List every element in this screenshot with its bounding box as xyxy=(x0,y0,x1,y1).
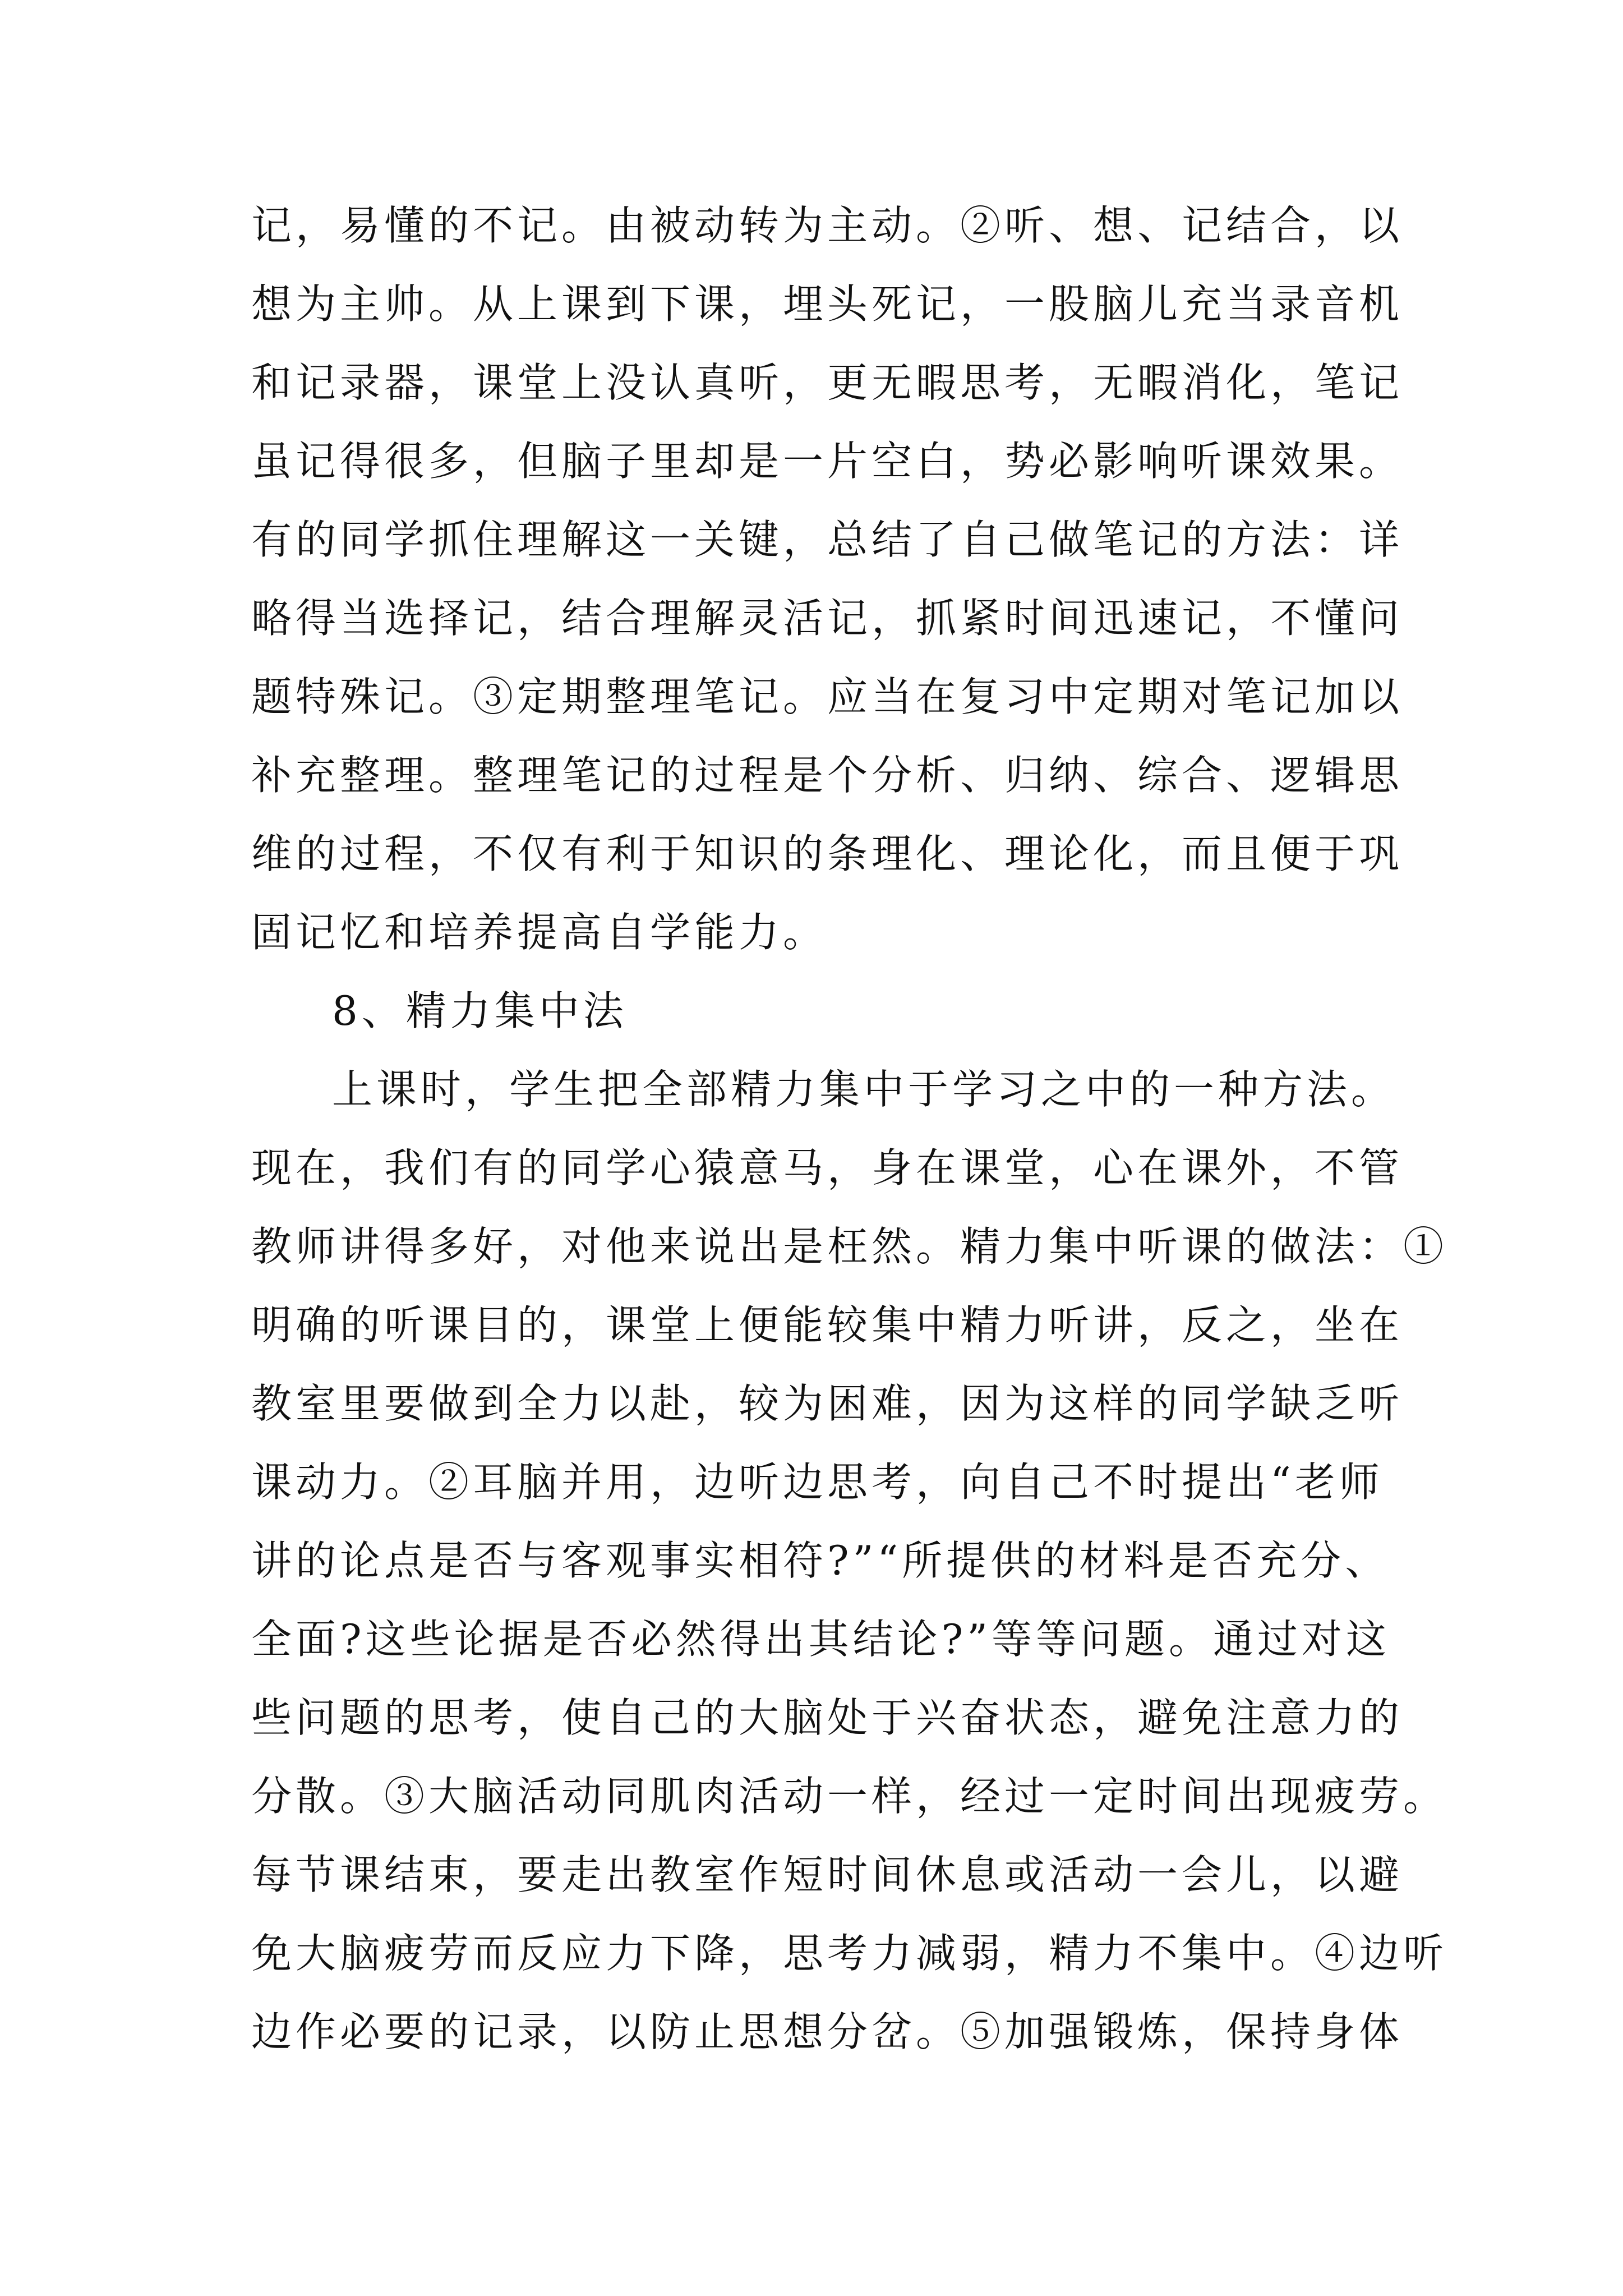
text-line: 和记录器，课堂上没认真听，更无暇思考，无暇消化，笔记 xyxy=(251,359,1404,406)
paragraph-first-line: 上课时，学生把全部精力集中于学习之中的一种方法。 xyxy=(332,1066,1396,1113)
text-line: 免大脑疲劳而反应力下降，思考力减弱，精力不集中。④边听 xyxy=(251,1930,1448,1977)
text-line: 想为主帅。从上课到下课，埋头死记，一股脑儿充当录音机 xyxy=(251,280,1404,328)
text-line: 记，易懂的不记。由被动转为主动。②听、想、记结合，以 xyxy=(251,202,1404,249)
text-line: 边作必要的记录，以防止思想分岔。⑤加强锻炼，保持身体 xyxy=(251,2008,1404,2055)
text-line: 讲的论点是否与客观事实相符?”“所提供的材料是否充分、 xyxy=(251,1537,1390,1584)
text-line: 教室里要做到全力以赴，较为困难，因为这样的同学缺乏听 xyxy=(251,1380,1404,1427)
text-line: 有的同学抓住理解这一关键，总结了自己做笔记的方法：详 xyxy=(251,516,1404,563)
text-line: 题特殊记。③定期整理笔记。应当在复习中定期对笔记加以 xyxy=(251,673,1404,720)
text-line: 补充整理。整理笔记的过程是个分析、归纳、综合、逻辑思 xyxy=(251,752,1404,799)
text-line: 虽记得很多，但脑子里却是一片空白，势必影响听课效果。 xyxy=(251,438,1404,485)
text-line: 每节课结束，要走出教室作短时间休息或活动一会儿，以避 xyxy=(251,1851,1404,1898)
text-line: 分散。③大脑活动同肌肉活动一样，经过一定时间出现疲劳。 xyxy=(251,1773,1448,1820)
text-line: 维的过程，不仅有利于知识的条理化、理论化，而且便于巩 xyxy=(251,830,1404,877)
text-line: 固记忆和培养提高自学能力。 xyxy=(251,909,828,956)
text-line: 些问题的思考，使自己的大脑处于兴奋状态，避免注意力的 xyxy=(251,1694,1404,1741)
text-line: 明确的听课目的，课堂上便能较集中精力听讲，反之，坐在 xyxy=(251,1301,1404,1349)
text-line: 现在，我们有的同学心猿意马，身在课堂，心在课外，不管 xyxy=(251,1144,1404,1191)
text-line: 教师讲得多好，对他来说出是枉然。精力集中听课的做法：① xyxy=(251,1223,1448,1270)
section-heading: 8、精力集中法 xyxy=(332,987,628,1034)
text-line: 课动力。②耳脑并用，边听边思考，向自己不时提出“老师 xyxy=(251,1458,1384,1506)
text-line: 略得当选择记，结合理解灵活记，抓紧时间迅速记，不懂问 xyxy=(251,595,1404,642)
text-line: 全面?这些论据是否必然得出其结论?”等等问题。通过对这 xyxy=(251,1616,1391,1663)
